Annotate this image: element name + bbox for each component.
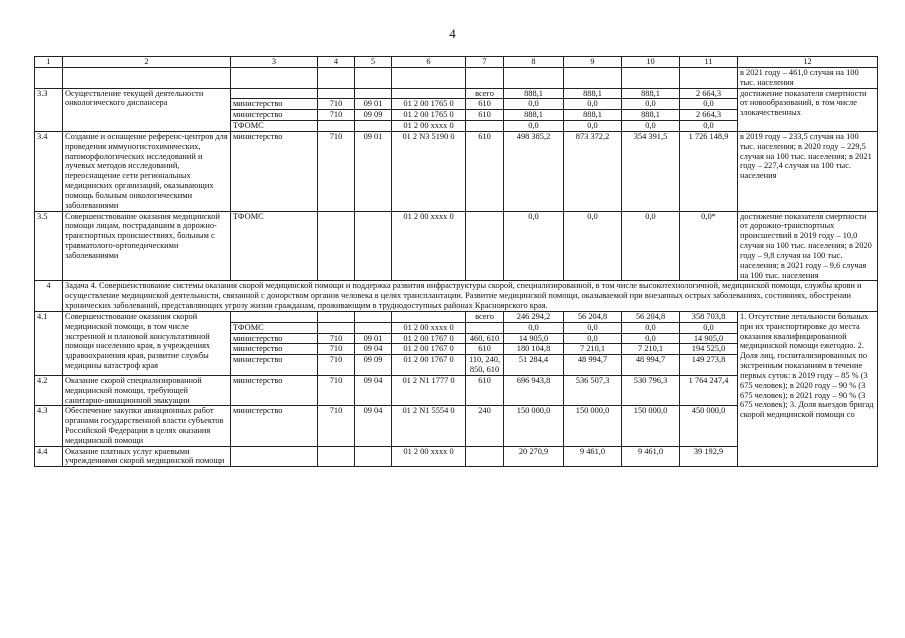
vr-cell: всего	[466, 311, 504, 322]
header-row	[35, 57, 878, 68]
row-number: 3.4	[35, 131, 63, 211]
grbs-cell	[318, 322, 355, 333]
value-total: 450 000,0	[680, 406, 738, 446]
value-2020: 0,0	[564, 211, 622, 281]
executor-cell: ТФОМС	[231, 322, 318, 333]
header-cell: 8	[504, 57, 564, 68]
row-number: 4.2	[35, 375, 63, 405]
rzpr-cell: 09 09	[355, 110, 392, 121]
value-2019: 0,0	[504, 322, 564, 333]
value-2021: 150 000,0	[622, 406, 680, 446]
vr-cell: 610	[466, 375, 504, 405]
grbs-cell	[318, 88, 355, 99]
row-number: 4.1	[35, 311, 63, 375]
value-total: 0,0*	[680, 211, 738, 281]
csr-cell: 01 2 00 1765 0	[392, 110, 466, 121]
value-2019: 696 943,8	[504, 375, 564, 405]
task-text: Задача 4. Совершенствование системы оказания скорой медицинской помощи и поддержка развития инфраструктуры скорой, специализированной, в том числе высокотехнологичной, медицинской помощи, службы крови и осуществление медицинской деятельности, связанной с донорством органов человека в целях трансплантации. Развитие медицинской помощи, оказываемой при внезапных острых заболеваниях, состояниях, обострении хронических заболеваний, представляющих угрозу жизни гражданам, проживающим в труднодоступных районах Красноярского края.	[63, 281, 878, 311]
value-2020: 888,1	[564, 110, 622, 121]
rzpr-cell: 09 09	[355, 355, 392, 376]
value-total: 0,0	[680, 121, 738, 132]
table-row	[35, 311, 878, 322]
executor-cell: ТФОМС	[231, 211, 318, 281]
rzpr-cell: 09 04	[355, 375, 392, 405]
value-2021: 0,0	[622, 121, 680, 132]
csr-cell: 01 2 00 1767 0	[392, 355, 466, 376]
value-2020: 0,0	[564, 333, 622, 344]
activity-name: Обеспечение закупки авиационных работ органами государственной власти субъектов Российской Федерации в целях оказания медицинской помощи	[63, 406, 231, 446]
rzpr-cell	[355, 121, 392, 132]
executor-cell	[231, 88, 318, 99]
executor-cell: министерство	[231, 355, 318, 376]
activity-name: Оказание скорой специализированной медицинской помощи, требующей санитарно-авиационной эвакуации	[63, 375, 231, 405]
header-cell: 11	[680, 57, 738, 68]
value-2019: 0,0	[504, 211, 564, 281]
value-2021: 9 461,0	[622, 446, 680, 467]
row-number: 4.3	[35, 406, 63, 446]
executor-cell: министерство	[231, 406, 318, 446]
value-2019: 246 294,2	[504, 311, 564, 322]
header-cell: 4	[318, 57, 355, 68]
csr-cell: 01 2 00 1767 0	[392, 344, 466, 355]
header-cell: 12	[738, 57, 878, 68]
value-total: 39 192,9	[680, 446, 738, 467]
vr-cell: 240	[466, 406, 504, 446]
grbs-cell: 710	[318, 99, 355, 110]
result-cell: достижение показателя смертности от дорожно-транспортных происшествий в 2019 году – 10,0 случая на 100 тыс. населения; в 2020 году – 9,8 случая на 100 тыс. населения; в 2021 году – 9,6 случая на 100 тыс. населения	[738, 211, 878, 281]
grbs-cell: 710	[318, 131, 355, 211]
value-total: 194 525,0	[680, 344, 738, 355]
value-2020: 536 507,3	[564, 375, 622, 405]
grbs-cell: 710	[318, 333, 355, 344]
grbs-cell: 710	[318, 110, 355, 121]
header-cell: 7	[466, 57, 504, 68]
activity-name: Совершенствование оказания скорой медицинской помощи, в том числе экстренной и плановой консультативной помощи населению края, в учреждениях здравоохранения края, развитие службы медицины катастроф края	[63, 311, 231, 375]
executor-cell: министерство	[231, 344, 318, 355]
grbs-cell: 710	[318, 375, 355, 405]
value-2019: 888,1	[504, 110, 564, 121]
csr-cell: 01 2 N1 5554 0	[392, 406, 466, 446]
result-cell: в 2019 году – 233,5 случая на 100 тыс. населения; в 2020 году – 229,5 случая на 100 тыс. населения; в 2021 году – 227,4 случая на 100 тыс. населения	[738, 131, 878, 211]
value-2021: 888,1	[622, 110, 680, 121]
vr-cell: 610	[466, 99, 504, 110]
value-2019: 0,0	[504, 121, 564, 132]
value-2021: 354 391,5	[622, 131, 680, 211]
vr-cell: всего	[466, 88, 504, 99]
value-2021: 0,0	[622, 211, 680, 281]
result-cell: 1. Отсутствие летальности больных при их транспортировке до места оказания квалифицированной медицинской помощи ежегодно. 2. Доля лиц, госпитализированных по экстренным показаниям в течение первых суток: в 2019 году – 85 % (3 675 человек); в 2020 году – 90 % (3 675 человек); в 2021 году – 90 % (3 675 человек); 3. Доля выездов бригад скорой медицинской помощи со	[738, 311, 878, 466]
activity-name: Совершенствование оказания медицинской помощи лицам, пострадавшим в дорожно-транспортных происшествиях, больным с травматолого-ортопедическими заболеваниями	[63, 211, 231, 281]
value-2020: 0,0	[564, 99, 622, 110]
grbs-cell: 710	[318, 406, 355, 446]
value-2020: 48 994,7	[564, 355, 622, 376]
result-cell: в 2021 году – 461,0 случая на 100 тыс. населения	[738, 68, 878, 89]
header-cell: 9	[564, 57, 622, 68]
rzpr-cell	[355, 311, 392, 322]
vr-cell	[466, 322, 504, 333]
executor-cell: министерство	[231, 131, 318, 211]
executor-cell	[231, 446, 318, 467]
row-number: 4	[35, 281, 63, 311]
row-number: 4.4	[35, 446, 63, 467]
grbs-cell: 710	[318, 344, 355, 355]
value-total: 0,0	[680, 322, 738, 333]
grbs-cell: 710	[318, 355, 355, 376]
value-total: 0,0	[680, 99, 738, 110]
rzpr-cell: 09 01	[355, 333, 392, 344]
csr-cell: 01 2 00 xxxx 0	[392, 446, 466, 467]
value-2019: 888,1	[504, 88, 564, 99]
value-2019: 0,0	[504, 99, 564, 110]
csr-cell: 01 2 00 1767 0	[392, 333, 466, 344]
header-cell: 6	[392, 57, 466, 68]
row-number: 3.3	[35, 88, 63, 131]
value-2020: 150 000,0	[564, 406, 622, 446]
rzpr-cell: 09 04	[355, 344, 392, 355]
csr-cell	[392, 88, 466, 99]
value-total: 2 664,3	[680, 110, 738, 121]
value-2021: 0,0	[622, 333, 680, 344]
header-cell: 5	[355, 57, 392, 68]
vr-cell	[466, 121, 504, 132]
vr-cell: 610	[466, 110, 504, 121]
value-2020: 888,1	[564, 88, 622, 99]
csr-cell: 01 2 00 xxxx 0	[392, 322, 466, 333]
activity-name: Оказание платных услуг краевыми учреждениями скорой медицинской помощи	[63, 446, 231, 467]
vr-cell: 110, 240, 850, 610	[466, 355, 504, 376]
value-2020: 7 210,1	[564, 344, 622, 355]
table-row	[35, 131, 878, 211]
value-2019: 180 104,8	[504, 344, 564, 355]
activity-name: Осуществление текущей деятельности онкологического диспансера	[63, 88, 231, 131]
activity-name: Создание и оснащение референс-центров для проведения иммуногистохимических, патоморфологических исследований и лучевых методов исследований, переоснащение сети региональных медицинских организаций, оказывающих помощь больным онкологическими заболеваниями	[63, 131, 231, 211]
csr-cell: 01 2 00 xxxx 0	[392, 211, 466, 281]
value-2020: 56 204,8	[564, 311, 622, 322]
value-2021: 0,0	[622, 99, 680, 110]
rzpr-cell: 09 01	[355, 99, 392, 110]
grbs-cell	[318, 311, 355, 322]
executor-cell: ТФОМС	[231, 121, 318, 132]
rzpr-cell	[355, 88, 392, 99]
value-2020: 0,0	[564, 322, 622, 333]
executor-cell	[231, 311, 318, 322]
executor-cell: министерство	[231, 99, 318, 110]
csr-cell	[392, 311, 466, 322]
value-2021: 888,1	[622, 88, 680, 99]
header-cell: 10	[622, 57, 680, 68]
value-total: 2 664,3	[680, 88, 738, 99]
task-row	[35, 281, 878, 311]
value-2021: 530 796,3	[622, 375, 680, 405]
grbs-cell	[318, 121, 355, 132]
rzpr-cell: 09 04	[355, 406, 392, 446]
rzpr-cell: 09 01	[355, 131, 392, 211]
value-total: 1 726 148,9	[680, 131, 738, 211]
value-total: 1 764 247,4	[680, 375, 738, 405]
header-cell: 2	[63, 57, 231, 68]
value-total: 149 273,8	[680, 355, 738, 376]
page-number: 4	[449, 26, 456, 41]
value-2021: 7 210,1	[622, 344, 680, 355]
value-2019: 498 385,2	[504, 131, 564, 211]
csr-cell: 01 2 00 1765 0	[392, 99, 466, 110]
value-2019: 20 270,9	[504, 446, 564, 467]
vr-cell: 610	[466, 344, 504, 355]
vr-cell: 610	[466, 131, 504, 211]
program-table	[34, 56, 878, 467]
header-cell: 3	[231, 57, 318, 68]
value-total: 14 905,0	[680, 333, 738, 344]
header-cell: 1	[35, 57, 63, 68]
row-number: 3.5	[35, 211, 63, 281]
executor-cell: министерство	[231, 333, 318, 344]
value-2021: 0,0	[622, 322, 680, 333]
value-total: 358 703,8	[680, 311, 738, 322]
result-cell: достижение показателя смертности от новообразований, в том числе злокачественных	[738, 88, 878, 131]
value-2019: 51 284,4	[504, 355, 564, 376]
executor-cell: министерство	[231, 375, 318, 405]
value-2021: 48 994,7	[622, 355, 680, 376]
executor-cell: министерство	[231, 110, 318, 121]
value-2019: 14 905,0	[504, 333, 564, 344]
value-2020: 0,0	[564, 121, 622, 132]
csr-cell: 01 2 N1 1777 0	[392, 375, 466, 405]
continuation-row	[35, 68, 878, 89]
value-2020: 9 461,0	[564, 446, 622, 467]
value-2019: 150 000,0	[504, 406, 564, 446]
vr-cell: 460, 610	[466, 333, 504, 344]
rzpr-cell	[355, 322, 392, 333]
value-2021: 56 204,8	[622, 311, 680, 322]
csr-cell: 01 2 00 xxxx 0	[392, 121, 466, 132]
value-2020: 873 372,2	[564, 131, 622, 211]
csr-cell: 01 2 N3 5190 0	[392, 131, 466, 211]
table-row	[35, 211, 878, 281]
table-row	[35, 88, 878, 99]
